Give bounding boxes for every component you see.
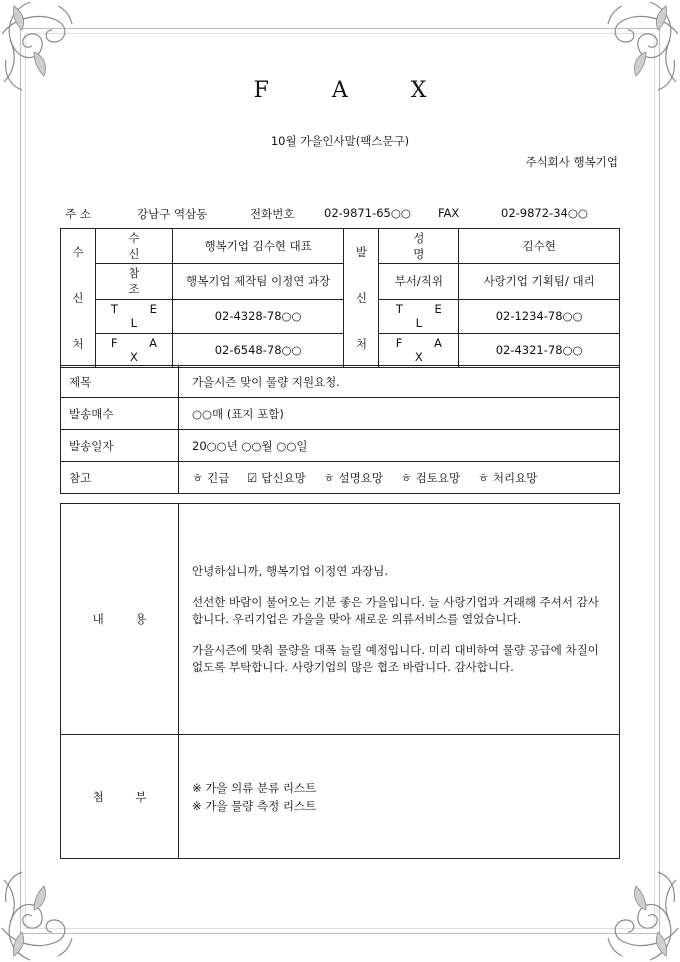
- attachment-item: ※ 가을 의류 분류 리스트: [192, 780, 317, 795]
- address-value: 강남구 역삼동: [137, 207, 208, 221]
- attachment-label: 첨 부: [61, 735, 179, 859]
- content-label: 내 용: [61, 504, 179, 735]
- reference-label: 참고: [61, 462, 179, 494]
- recipient-sender-table: [60, 228, 620, 368]
- sender-group-label: 발 신 처: [344, 229, 379, 368]
- subject-value: 가을시즌 맞이 물량 지원요청.: [179, 366, 620, 398]
- option-reply-requested[interactable]: ☑ 답신요망: [246, 470, 306, 485]
- page-count-value: ○○매 (표지 포함): [179, 398, 620, 430]
- phone-label: 전화번호: [250, 207, 295, 221]
- recipient-value: 행복기업 제작팀 이정연 과장: [172, 264, 344, 299]
- fax-info-table: [60, 365, 620, 494]
- option-explanation-requested[interactable]: ㅎ 설명요망: [323, 470, 383, 485]
- recipient-value: 02-6548-78○○: [172, 333, 344, 367]
- sender-value: 02-1234-78○○: [459, 299, 620, 333]
- subtitle: 10월 가을인사말(팩스문구): [270, 134, 410, 148]
- checkbox-icon: ㅎ: [400, 470, 412, 485]
- content-paragraph: 안녕하십니까, 행복기업 이정연 과장님.: [192, 563, 389, 578]
- reference-options: [179, 462, 620, 494]
- content-table: [60, 503, 620, 859]
- sender-label: T E L: [379, 299, 459, 333]
- content-body: [179, 504, 620, 735]
- recipient-group-label: 수 신 처: [61, 229, 96, 368]
- page-title: F A X: [253, 78, 455, 103]
- recipient-label: 참 조: [95, 264, 172, 299]
- recipient-label: T E L: [95, 299, 172, 333]
- address-label: 주 소: [65, 207, 91, 221]
- recipient-value: 행복기업 김수현 대표: [172, 229, 344, 264]
- sender-label: F A X: [379, 333, 459, 367]
- checkbox-icon: ㅎ: [323, 470, 335, 485]
- subject-label: 제목: [61, 366, 179, 398]
- phone-value: 02-9871-65○○: [324, 206, 411, 220]
- checkbox-icon: ㅎ: [477, 470, 489, 485]
- content-paragraph: 가을시즌에 맞춰 물량을 대폭 늘릴 예정입니다. 미리 대비하여 물량 공급에 차질이 없도록 부탁합니다. 사랑기업의 많은 협조 바랍니다. 감사합니다.: [192, 642, 599, 674]
- sender-value: 02-4321-78○○: [459, 333, 620, 367]
- recipient-value: 02-4328-78○○: [172, 299, 344, 333]
- sender-value: 사랑기업 기획팀/ 대리: [459, 264, 620, 299]
- sender-label: 부서/직위: [379, 264, 459, 299]
- recipient-label: 수 신: [95, 229, 172, 264]
- send-date-label: 발송일자: [61, 430, 179, 462]
- option-processing-requested[interactable]: ㅎ 처리요망: [477, 470, 538, 485]
- send-date-value: 20○○년 ○○월 ○○일: [179, 430, 620, 462]
- sender-value: 김수현: [459, 229, 620, 264]
- fax-label: FAX: [438, 206, 460, 220]
- checkbox-icon: ㅎ: [192, 470, 204, 485]
- checked-checkbox-icon: ☑: [246, 470, 258, 485]
- option-urgent[interactable]: ㅎ 긴급: [192, 470, 230, 485]
- company-name: 주식회사 행복기업: [525, 155, 618, 169]
- corner-ornament-icon: [598, 870, 680, 962]
- fax-value: 02-9872-34○○: [501, 206, 588, 220]
- recipient-label: F A X: [95, 333, 172, 367]
- content-paragraph: 선선한 바람이 불어오는 기분 좋은 가을입니다. 늘 사랑기업과 거래해 주셔서 감사합니다. 우리기업은 가을을 맞아 새로운 의류서비스를 열었습니다.: [192, 594, 599, 626]
- page-count-label: 발송매수: [61, 398, 179, 430]
- sender-label: 성 명: [379, 229, 459, 264]
- corner-ornament-icon: [0, 870, 82, 962]
- attachment-list: [179, 735, 620, 859]
- option-review-requested[interactable]: ㅎ 검토요망: [400, 470, 461, 485]
- attachment-item: ※ 가을 물량 측정 리스트: [192, 798, 317, 813]
